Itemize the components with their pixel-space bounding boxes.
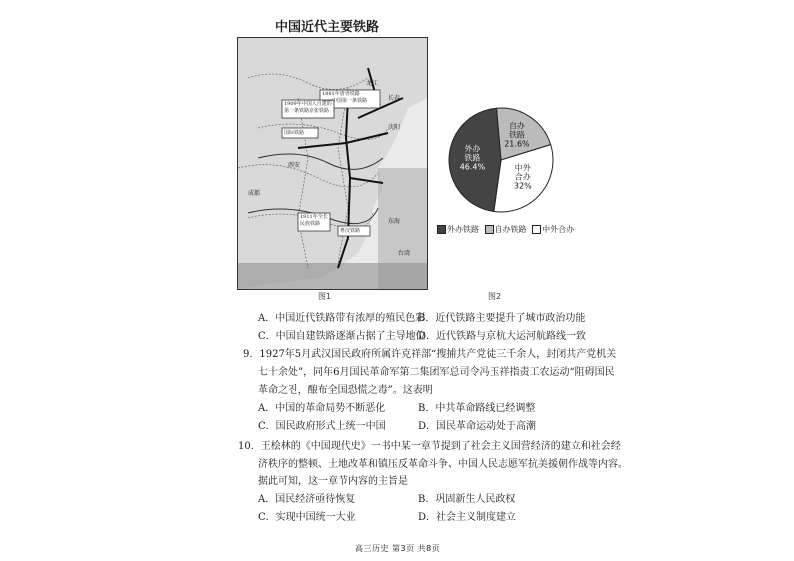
legend-item: 自办铁路 [494, 225, 527, 234]
q10-option-b: B．巩固新生人民政权 [418, 494, 516, 505]
q9-stem-line3: 革命之진，酿布全国恐慌之毒”。这表明 [258, 385, 433, 396]
pie-slice-label: 合办 [514, 172, 531, 182]
map-label-international: 国际铁路 [284, 130, 305, 136]
pie-slice-label: 铁路 [464, 153, 481, 163]
pie-slice-label: 32% [513, 181, 532, 191]
map-label-text: 民族铁路 [300, 221, 321, 227]
pie-slice-label: 中外 [514, 163, 531, 173]
q8-option-b: B．近代铁路主要提升了城市政治功能 [418, 313, 586, 324]
q8-option-d: D．近代铁路与京杭大运河航路线一致 [418, 331, 587, 342]
map-label-shenyang: 沈阳 [388, 124, 401, 131]
map-label-national [300, 214, 328, 228]
q9-option-c: C．国民政府形式上统一中国 [258, 421, 386, 432]
map-label-text: 1881年唐胥铁路 [322, 91, 360, 97]
map-label-longjiang: 龙江 [366, 80, 379, 87]
q8-option-a: A．中国近代铁路带有浓厚的殖民色彩 [258, 313, 426, 324]
map-label-taiwan: 台湾 [398, 250, 411, 257]
q9-stem-line1: 9．1927年5月武汉国民政府所属许克祥部“搜捕共产党徒三千余人，封闭共产党机关 [243, 349, 617, 360]
legend-swatch [532, 225, 541, 234]
pie-legend [434, 224, 574, 235]
pie-chart [446, 103, 556, 218]
q9-option-d: D．国民革命运动处于高潮 [418, 421, 537, 432]
q10-stem-line1: 10．王桧林的《中国现代史》一书中某一章节提到了社会主义国营经济的建立和社会经 [238, 441, 621, 452]
q10-stem-line3: 据此可知，这一章节内容的主旨是 [258, 476, 408, 487]
pie-slice-label: 铁路 [508, 130, 525, 140]
railway-map [237, 37, 428, 290]
pie-slice-label: 21.6% [504, 139, 530, 149]
pie-slice-label: 46.4% [459, 162, 486, 172]
pie-slice-label: 自办 [508, 121, 525, 131]
q9-option-a: A．中国的革命局势不断恶化 [258, 403, 386, 414]
map-label-text: ——中国第一条铁路 [322, 98, 368, 104]
q10-option-d: D．社会主义制度建立 [418, 512, 517, 523]
map-label-text: 1911年全长 [300, 214, 328, 220]
map-label-text: 1909年中国人自建的 [284, 101, 332, 107]
pie-slice-label: 外办 [464, 144, 481, 154]
map-label-chengdu: 成都 [248, 190, 261, 197]
pie-chart-svg [446, 103, 556, 218]
q10-option-a: A．国民经济亟待恢复 [258, 494, 356, 505]
legend-item: 外办铁路 [447, 225, 479, 234]
q10-stem-line2: 济秩序的整顿、土地改革和镇压反革命斗争、中国人民志愿军抗美援朝作战等内容。 [258, 459, 628, 470]
legend-swatch [437, 225, 446, 234]
map-label-yuehan: 粤汉铁路 [340, 228, 361, 234]
map-label-xian: 西安 [288, 162, 301, 169]
map-label-changchun: 长春 [388, 95, 401, 102]
legend-item: 中外合办 [542, 225, 575, 234]
map-label-donghai: 东海 [388, 218, 401, 225]
q9-option-b: B．中共革命路线已经调整 [418, 403, 536, 414]
q10-option-c: C．实现中国统一大业 [258, 512, 356, 523]
map-title: 中国近代主要铁路 [274, 20, 379, 35]
legend-swatch [485, 225, 494, 234]
q8-option-c: C．中国自建铁路逐渐占据了主导地位 [258, 331, 426, 342]
map-label-jingzhang [284, 101, 332, 115]
q9-stem-line2: 七十余处”，同年6月国民革命军第二集团军总司令冯玉祥指责工农运动“阻碍国民 [258, 367, 615, 378]
map-label-text: 第一条铁路京张铁路 [284, 108, 330, 114]
map-caption: 图1 [318, 292, 332, 301]
pie-caption: 图2 [488, 292, 502, 301]
page-footer: 高三历史 第3页 共8页 [355, 544, 441, 553]
